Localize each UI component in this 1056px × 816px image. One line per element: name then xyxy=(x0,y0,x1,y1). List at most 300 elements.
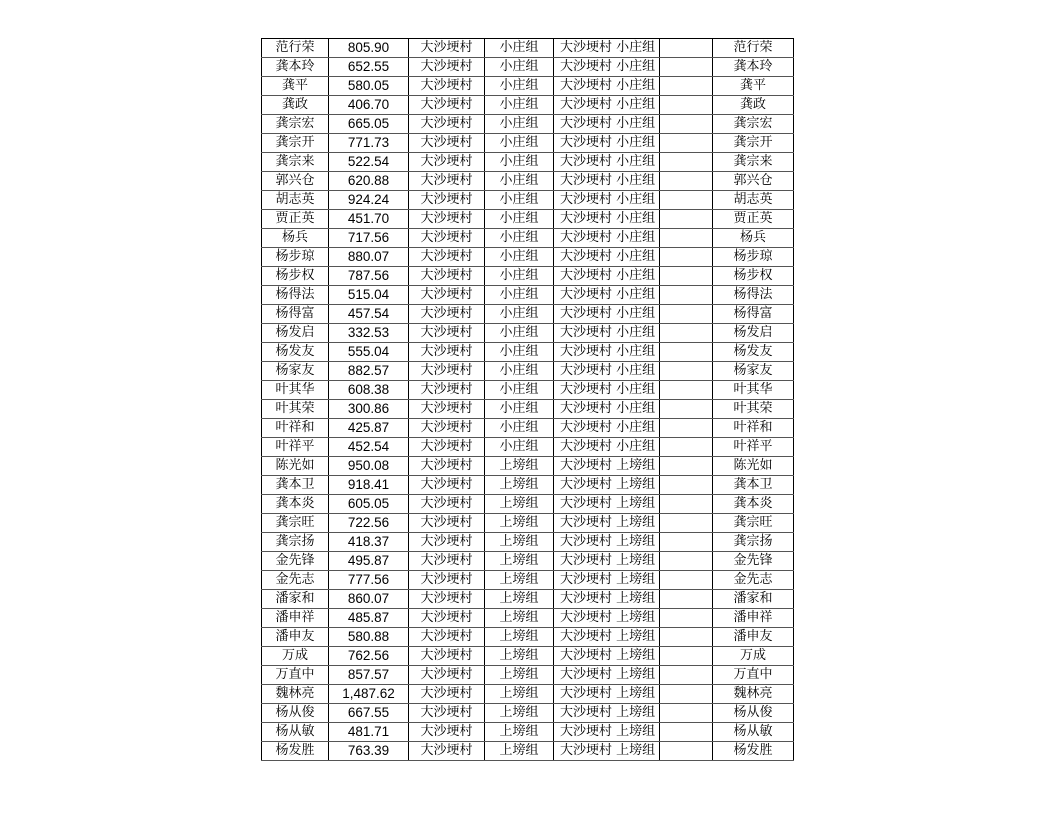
amount-cell: 717.56 xyxy=(329,229,409,248)
blank-cell xyxy=(660,628,713,647)
location-cell: 大沙埂村 小庄组 xyxy=(554,39,660,58)
table-row xyxy=(262,229,794,248)
name-cell: 潘家和 xyxy=(262,590,329,609)
amount-cell: 481.71 xyxy=(329,723,409,742)
village-cell: 大沙埂村 xyxy=(409,609,485,628)
table-row xyxy=(262,704,794,723)
table-row xyxy=(262,134,794,153)
name-cell: 魏林亮 xyxy=(262,685,329,704)
table-row xyxy=(262,628,794,647)
table-row xyxy=(262,647,794,666)
blank-cell xyxy=(660,400,713,419)
location-cell: 大沙埂村 上塝组 xyxy=(554,514,660,533)
table-row xyxy=(262,457,794,476)
blank-cell xyxy=(660,343,713,362)
name-cell: 潘申友 xyxy=(262,628,329,647)
village-cell: 大沙埂村 xyxy=(409,419,485,438)
village-cell: 大沙埂村 xyxy=(409,666,485,685)
amount-cell: 763.39 xyxy=(329,742,409,761)
name-repeat-cell: 金先锋 xyxy=(713,552,794,571)
blank-cell xyxy=(660,286,713,305)
location-cell: 大沙埂村 小庄组 xyxy=(554,172,660,191)
location-cell: 大沙埂村 上塝组 xyxy=(554,628,660,647)
name-cell: 金先志 xyxy=(262,571,329,590)
blank-cell xyxy=(660,571,713,590)
location-cell: 大沙埂村 小庄组 xyxy=(554,267,660,286)
blank-cell xyxy=(660,267,713,286)
location-cell: 大沙埂村 上塝组 xyxy=(554,552,660,571)
name-cell: 陈光如 xyxy=(262,457,329,476)
location-cell: 大沙埂村 小庄组 xyxy=(554,362,660,381)
location-cell: 大沙埂村 上塝组 xyxy=(554,609,660,628)
amount-cell: 300.86 xyxy=(329,400,409,419)
location-cell: 大沙埂村 小庄组 xyxy=(554,248,660,267)
name-cell: 龚宗来 xyxy=(262,153,329,172)
village-cell: 大沙埂村 xyxy=(409,77,485,96)
village-cell: 大沙埂村 xyxy=(409,343,485,362)
village-cell: 大沙埂村 xyxy=(409,305,485,324)
village-cell: 大沙埂村 xyxy=(409,324,485,343)
group-cell: 上塝组 xyxy=(485,628,554,647)
village-cell: 大沙埂村 xyxy=(409,438,485,457)
village-cell: 大沙埂村 xyxy=(409,495,485,514)
location-cell: 大沙埂村 小庄组 xyxy=(554,153,660,172)
blank-cell xyxy=(660,172,713,191)
name-repeat-cell: 龚本玲 xyxy=(713,58,794,77)
name-repeat-cell: 万直中 xyxy=(713,666,794,685)
village-cell: 大沙埂村 xyxy=(409,210,485,229)
table-row xyxy=(262,58,794,77)
blank-cell xyxy=(660,666,713,685)
blank-cell xyxy=(660,96,713,115)
name-repeat-cell: 魏林亮 xyxy=(713,685,794,704)
table-row xyxy=(262,514,794,533)
location-cell: 大沙埂村 上塝组 xyxy=(554,495,660,514)
name-repeat-cell: 杨从俊 xyxy=(713,704,794,723)
table-row xyxy=(262,381,794,400)
name-repeat-cell: 陈光如 xyxy=(713,457,794,476)
table-row xyxy=(262,571,794,590)
group-cell: 上塝组 xyxy=(485,495,554,514)
location-cell: 大沙埂村 上塝组 xyxy=(554,571,660,590)
table-row xyxy=(262,362,794,381)
group-cell: 上塝组 xyxy=(485,590,554,609)
table-row xyxy=(262,115,794,134)
village-cell: 大沙埂村 xyxy=(409,590,485,609)
village-cell: 大沙埂村 xyxy=(409,191,485,210)
village-cell: 大沙埂村 xyxy=(409,229,485,248)
name-repeat-cell: 潘申友 xyxy=(713,628,794,647)
amount-cell: 620.88 xyxy=(329,172,409,191)
name-cell: 杨家友 xyxy=(262,362,329,381)
amount-cell: 771.73 xyxy=(329,134,409,153)
group-cell: 小庄组 xyxy=(485,400,554,419)
name-repeat-cell: 龚宗扬 xyxy=(713,533,794,552)
table-row xyxy=(262,495,794,514)
name-repeat-cell: 范行荣 xyxy=(713,39,794,58)
table-body xyxy=(262,39,794,761)
blank-cell xyxy=(660,248,713,267)
amount-cell: 580.05 xyxy=(329,77,409,96)
name-cell: 杨得法 xyxy=(262,286,329,305)
name-repeat-cell: 金先志 xyxy=(713,571,794,590)
name-repeat-cell: 龚宗宏 xyxy=(713,115,794,134)
data-table xyxy=(261,38,794,761)
amount-cell: 608.38 xyxy=(329,381,409,400)
blank-cell xyxy=(660,58,713,77)
name-repeat-cell: 杨兵 xyxy=(713,229,794,248)
name-cell: 万直中 xyxy=(262,666,329,685)
name-repeat-cell: 叶祥和 xyxy=(713,419,794,438)
blank-cell xyxy=(660,419,713,438)
blank-cell xyxy=(660,324,713,343)
amount-cell: 418.37 xyxy=(329,533,409,552)
table-row xyxy=(262,400,794,419)
name-cell: 郭兴仓 xyxy=(262,172,329,191)
group-cell: 小庄组 xyxy=(485,343,554,362)
name-repeat-cell: 潘申祥 xyxy=(713,609,794,628)
name-repeat-cell: 杨得法 xyxy=(713,286,794,305)
table-row xyxy=(262,305,794,324)
village-cell: 大沙埂村 xyxy=(409,286,485,305)
location-cell: 大沙埂村 小庄组 xyxy=(554,229,660,248)
name-repeat-cell: 龚政 xyxy=(713,96,794,115)
name-repeat-cell: 龚宗开 xyxy=(713,134,794,153)
name-cell: 龚本炎 xyxy=(262,495,329,514)
location-cell: 大沙埂村 上塝组 xyxy=(554,647,660,666)
location-cell: 大沙埂村 小庄组 xyxy=(554,58,660,77)
location-cell: 大沙埂村 小庄组 xyxy=(554,286,660,305)
amount-cell: 667.55 xyxy=(329,704,409,723)
village-cell: 大沙埂村 xyxy=(409,685,485,704)
name-cell: 杨兵 xyxy=(262,229,329,248)
name-cell: 龚宗宏 xyxy=(262,115,329,134)
name-repeat-cell: 杨发启 xyxy=(713,324,794,343)
table-row xyxy=(262,248,794,267)
location-cell: 大沙埂村 上塝组 xyxy=(554,590,660,609)
village-cell: 大沙埂村 xyxy=(409,571,485,590)
table-row xyxy=(262,666,794,685)
table-row xyxy=(262,438,794,457)
table-row xyxy=(262,324,794,343)
name-cell: 杨发启 xyxy=(262,324,329,343)
table-row xyxy=(262,476,794,495)
table-row xyxy=(262,267,794,286)
village-cell: 大沙埂村 xyxy=(409,514,485,533)
name-repeat-cell: 杨步琼 xyxy=(713,248,794,267)
amount-cell: 406.70 xyxy=(329,96,409,115)
amount-cell: 857.57 xyxy=(329,666,409,685)
village-cell: 大沙埂村 xyxy=(409,248,485,267)
amount-cell: 860.07 xyxy=(329,590,409,609)
amount-cell: 522.54 xyxy=(329,153,409,172)
name-cell: 龚宗开 xyxy=(262,134,329,153)
group-cell: 小庄组 xyxy=(485,248,554,267)
location-cell: 大沙埂村 小庄组 xyxy=(554,134,660,153)
location-cell: 大沙埂村 小庄组 xyxy=(554,210,660,229)
name-repeat-cell: 胡志英 xyxy=(713,191,794,210)
table-row xyxy=(262,77,794,96)
name-cell: 龚本卫 xyxy=(262,476,329,495)
village-cell: 大沙埂村 xyxy=(409,134,485,153)
blank-cell xyxy=(660,438,713,457)
blank-cell xyxy=(660,191,713,210)
name-cell: 叶祥和 xyxy=(262,419,329,438)
location-cell: 大沙埂村 上塝组 xyxy=(554,685,660,704)
blank-cell xyxy=(660,305,713,324)
amount-cell: 918.41 xyxy=(329,476,409,495)
village-cell: 大沙埂村 xyxy=(409,742,485,761)
location-cell: 大沙埂村 小庄组 xyxy=(554,96,660,115)
name-cell: 杨从俊 xyxy=(262,704,329,723)
location-cell: 大沙埂村 上塝组 xyxy=(554,742,660,761)
table-row xyxy=(262,172,794,191)
name-repeat-cell: 杨发胜 xyxy=(713,742,794,761)
blank-cell xyxy=(660,514,713,533)
group-cell: 小庄组 xyxy=(485,286,554,305)
village-cell: 大沙埂村 xyxy=(409,172,485,191)
blank-cell xyxy=(660,77,713,96)
location-cell: 大沙埂村 上塝组 xyxy=(554,723,660,742)
group-cell: 小庄组 xyxy=(485,419,554,438)
table-row xyxy=(262,533,794,552)
group-cell: 小庄组 xyxy=(485,77,554,96)
name-repeat-cell: 潘家和 xyxy=(713,590,794,609)
group-cell: 小庄组 xyxy=(485,362,554,381)
amount-cell: 777.56 xyxy=(329,571,409,590)
name-repeat-cell: 叶其荣 xyxy=(713,400,794,419)
location-cell: 大沙埂村 小庄组 xyxy=(554,343,660,362)
amount-cell: 762.56 xyxy=(329,647,409,666)
location-cell: 大沙埂村 小庄组 xyxy=(554,419,660,438)
village-cell: 大沙埂村 xyxy=(409,704,485,723)
location-cell: 大沙埂村 上塝组 xyxy=(554,457,660,476)
group-cell: 上塝组 xyxy=(485,666,554,685)
location-cell: 大沙埂村 小庄组 xyxy=(554,324,660,343)
group-cell: 上塝组 xyxy=(485,571,554,590)
name-cell: 范行荣 xyxy=(262,39,329,58)
amount-cell: 787.56 xyxy=(329,267,409,286)
name-repeat-cell: 杨家友 xyxy=(713,362,794,381)
group-cell: 上塝组 xyxy=(485,457,554,476)
blank-cell xyxy=(660,476,713,495)
table-row xyxy=(262,191,794,210)
blank-cell xyxy=(660,742,713,761)
amount-cell: 882.57 xyxy=(329,362,409,381)
group-cell: 上塝组 xyxy=(485,514,554,533)
location-cell: 大沙埂村 小庄组 xyxy=(554,305,660,324)
group-cell: 上塝组 xyxy=(485,647,554,666)
name-repeat-cell: 郭兴仓 xyxy=(713,172,794,191)
name-cell: 叶祥平 xyxy=(262,438,329,457)
name-cell: 龚平 xyxy=(262,77,329,96)
group-cell: 小庄组 xyxy=(485,438,554,457)
table-row xyxy=(262,685,794,704)
blank-cell xyxy=(660,609,713,628)
name-cell: 龚政 xyxy=(262,96,329,115)
group-cell: 小庄组 xyxy=(485,39,554,58)
group-cell: 上塝组 xyxy=(485,552,554,571)
blank-cell xyxy=(660,153,713,172)
name-cell: 金先锋 xyxy=(262,552,329,571)
location-cell: 大沙埂村 上塝组 xyxy=(554,704,660,723)
village-cell: 大沙埂村 xyxy=(409,115,485,134)
name-repeat-cell: 叶其华 xyxy=(713,381,794,400)
table-row xyxy=(262,286,794,305)
blank-cell xyxy=(660,685,713,704)
name-cell: 龚本玲 xyxy=(262,58,329,77)
location-cell: 大沙埂村 小庄组 xyxy=(554,77,660,96)
group-cell: 小庄组 xyxy=(485,172,554,191)
amount-cell: 332.53 xyxy=(329,324,409,343)
table-row xyxy=(262,609,794,628)
group-cell: 小庄组 xyxy=(485,58,554,77)
village-cell: 大沙埂村 xyxy=(409,552,485,571)
group-cell: 小庄组 xyxy=(485,96,554,115)
name-repeat-cell: 龚平 xyxy=(713,77,794,96)
group-cell: 上塝组 xyxy=(485,742,554,761)
location-cell: 大沙埂村 小庄组 xyxy=(554,381,660,400)
name-repeat-cell: 龚本卫 xyxy=(713,476,794,495)
table-row xyxy=(262,39,794,58)
amount-cell: 580.88 xyxy=(329,628,409,647)
name-repeat-cell: 万成 xyxy=(713,647,794,666)
table-row xyxy=(262,723,794,742)
amount-cell: 722.56 xyxy=(329,514,409,533)
name-repeat-cell: 龚宗旺 xyxy=(713,514,794,533)
table-row xyxy=(262,552,794,571)
name-cell: 万成 xyxy=(262,647,329,666)
name-cell: 龚宗旺 xyxy=(262,514,329,533)
blank-cell xyxy=(660,495,713,514)
name-cell: 叶其华 xyxy=(262,381,329,400)
amount-cell: 950.08 xyxy=(329,457,409,476)
amount-cell: 665.05 xyxy=(329,115,409,134)
village-cell: 大沙埂村 xyxy=(409,96,485,115)
amount-cell: 451.70 xyxy=(329,210,409,229)
amount-cell: 1,487.62 xyxy=(329,685,409,704)
village-cell: 大沙埂村 xyxy=(409,723,485,742)
name-cell: 杨得富 xyxy=(262,305,329,324)
group-cell: 小庄组 xyxy=(485,153,554,172)
group-cell: 小庄组 xyxy=(485,115,554,134)
amount-cell: 924.24 xyxy=(329,191,409,210)
village-cell: 大沙埂村 xyxy=(409,533,485,552)
village-cell: 大沙埂村 xyxy=(409,628,485,647)
name-cell: 杨步权 xyxy=(262,267,329,286)
amount-cell: 652.55 xyxy=(329,58,409,77)
amount-cell: 485.87 xyxy=(329,609,409,628)
village-cell: 大沙埂村 xyxy=(409,153,485,172)
blank-cell xyxy=(660,590,713,609)
group-cell: 小庄组 xyxy=(485,134,554,153)
amount-cell: 805.90 xyxy=(329,39,409,58)
blank-cell xyxy=(660,552,713,571)
amount-cell: 555.04 xyxy=(329,343,409,362)
name-cell: 杨步琼 xyxy=(262,248,329,267)
amount-cell: 425.87 xyxy=(329,419,409,438)
name-cell: 杨发胜 xyxy=(262,742,329,761)
village-cell: 大沙埂村 xyxy=(409,476,485,495)
blank-cell xyxy=(660,210,713,229)
group-cell: 小庄组 xyxy=(485,305,554,324)
name-cell: 叶其荣 xyxy=(262,400,329,419)
name-repeat-cell: 叶祥平 xyxy=(713,438,794,457)
amount-cell: 515.04 xyxy=(329,286,409,305)
location-cell: 大沙埂村 上塝组 xyxy=(554,533,660,552)
group-cell: 小庄组 xyxy=(485,191,554,210)
location-cell: 大沙埂村 小庄组 xyxy=(554,438,660,457)
amount-cell: 880.07 xyxy=(329,248,409,267)
name-repeat-cell: 杨从敏 xyxy=(713,723,794,742)
location-cell: 大沙埂村 小庄组 xyxy=(554,115,660,134)
name-repeat-cell: 龚宗来 xyxy=(713,153,794,172)
group-cell: 上塝组 xyxy=(485,533,554,552)
blank-cell xyxy=(660,362,713,381)
blank-cell xyxy=(660,229,713,248)
name-repeat-cell: 龚本炎 xyxy=(713,495,794,514)
name-cell: 潘申祥 xyxy=(262,609,329,628)
name-cell: 胡志英 xyxy=(262,191,329,210)
table-row xyxy=(262,96,794,115)
table-row xyxy=(262,742,794,761)
name-cell: 贾正英 xyxy=(262,210,329,229)
group-cell: 上塝组 xyxy=(485,723,554,742)
table-row xyxy=(262,590,794,609)
name-repeat-cell: 杨步权 xyxy=(713,267,794,286)
group-cell: 小庄组 xyxy=(485,324,554,343)
location-cell: 大沙埂村 上塝组 xyxy=(554,666,660,685)
group-cell: 上塝组 xyxy=(485,685,554,704)
location-cell: 大沙埂村 小庄组 xyxy=(554,191,660,210)
table-row xyxy=(262,153,794,172)
group-cell: 小庄组 xyxy=(485,381,554,400)
group-cell: 上塝组 xyxy=(485,476,554,495)
table-row xyxy=(262,419,794,438)
village-cell: 大沙埂村 xyxy=(409,381,485,400)
group-cell: 小庄组 xyxy=(485,229,554,248)
name-repeat-cell: 贾正英 xyxy=(713,210,794,229)
table-row xyxy=(262,210,794,229)
name-cell: 龚宗扬 xyxy=(262,533,329,552)
name-cell: 杨发友 xyxy=(262,343,329,362)
village-cell: 大沙埂村 xyxy=(409,58,485,77)
group-cell: 上塝组 xyxy=(485,704,554,723)
blank-cell xyxy=(660,39,713,58)
location-cell: 大沙埂村 上塝组 xyxy=(554,476,660,495)
amount-cell: 452.54 xyxy=(329,438,409,457)
amount-cell: 457.54 xyxy=(329,305,409,324)
blank-cell xyxy=(660,457,713,476)
name-repeat-cell: 杨发友 xyxy=(713,343,794,362)
blank-cell xyxy=(660,704,713,723)
amount-cell: 495.87 xyxy=(329,552,409,571)
table-row xyxy=(262,343,794,362)
amount-cell: 605.05 xyxy=(329,495,409,514)
group-cell: 小庄组 xyxy=(485,267,554,286)
group-cell: 上塝组 xyxy=(485,609,554,628)
village-cell: 大沙埂村 xyxy=(409,400,485,419)
name-repeat-cell: 杨得富 xyxy=(713,305,794,324)
village-cell: 大沙埂村 xyxy=(409,457,485,476)
village-cell: 大沙埂村 xyxy=(409,647,485,666)
blank-cell xyxy=(660,533,713,552)
location-cell: 大沙埂村 小庄组 xyxy=(554,400,660,419)
village-cell: 大沙埂村 xyxy=(409,267,485,286)
group-cell: 小庄组 xyxy=(485,210,554,229)
blank-cell xyxy=(660,381,713,400)
village-cell: 大沙埂村 xyxy=(409,39,485,58)
